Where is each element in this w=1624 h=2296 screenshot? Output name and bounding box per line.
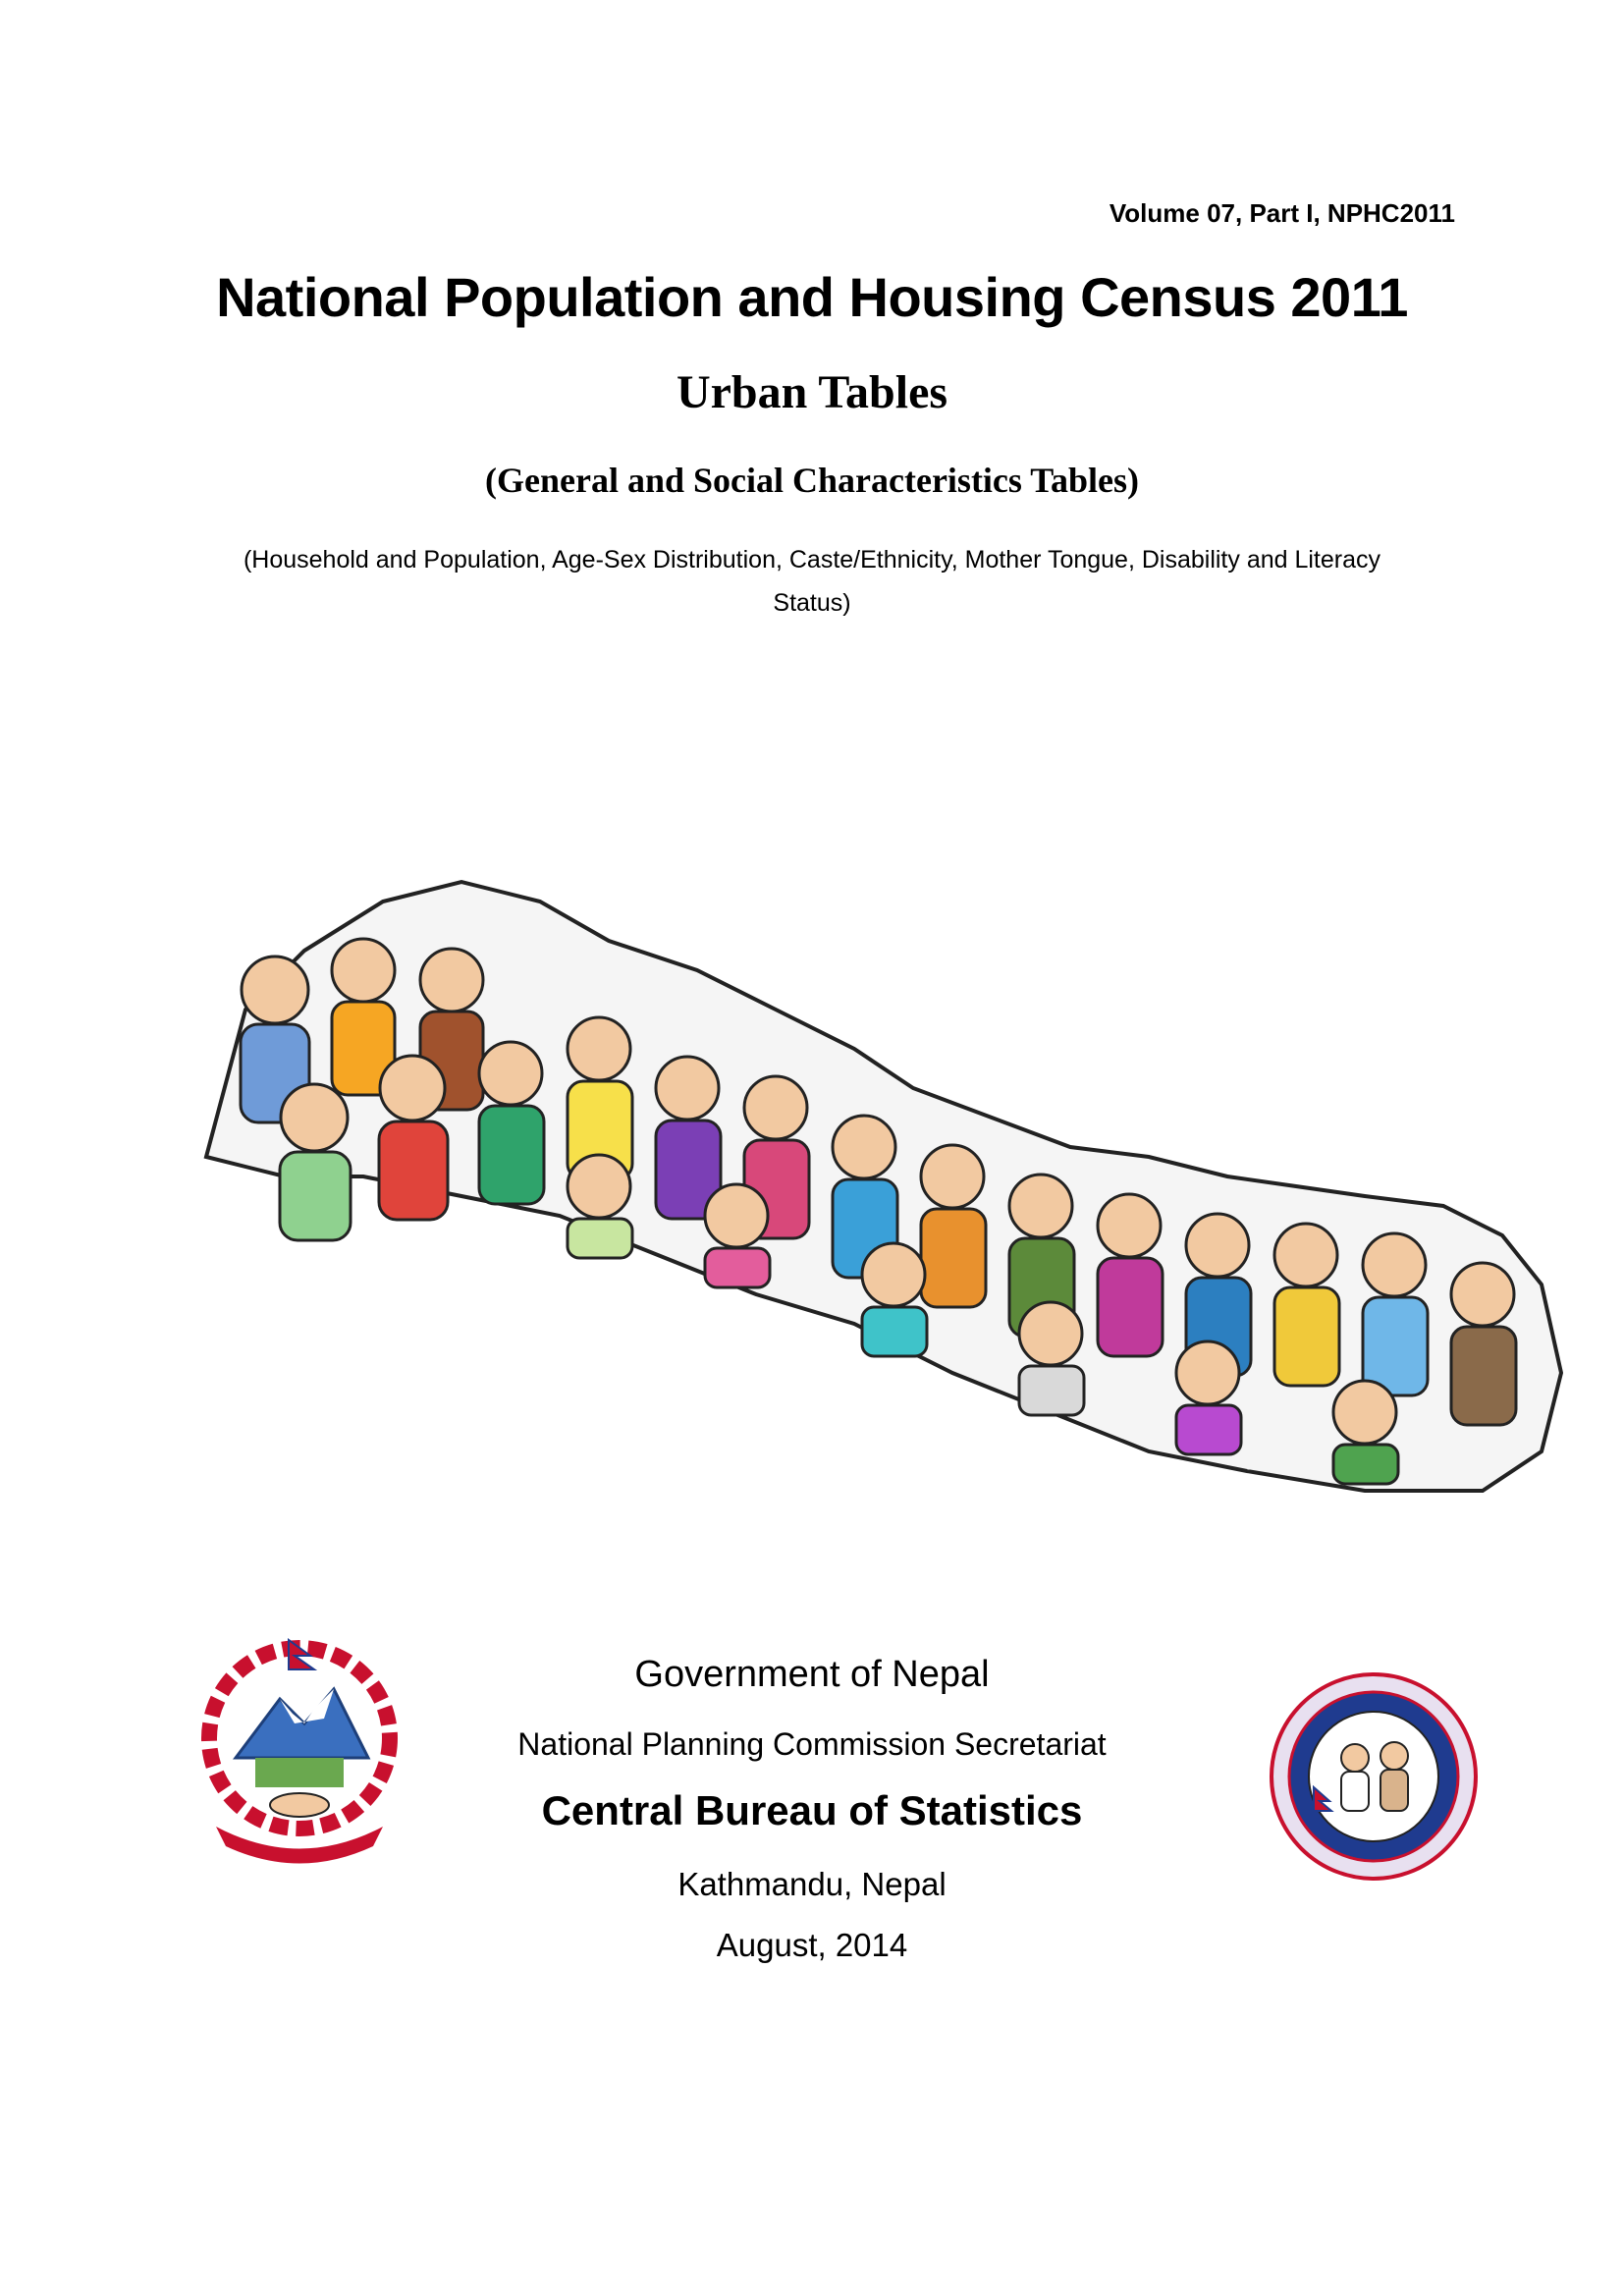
commission-name: National Planning Commission Secretariat — [517, 1726, 1107, 1762]
volume-label: Volume 07, Part I, NPHC2011 — [1109, 198, 1455, 228]
contents-description: (Household and Population, Age-Sex Distribution, Caste/Ethnicity, Mother Tongue, Disability and Literacy Status) — [243, 546, 1381, 617]
government-name: Government of Nepal — [634, 1654, 990, 1695]
publication-location: Kathmandu, Nepal — [677, 1866, 947, 1902]
census-2011-seal — [1267, 1669, 1481, 1884]
cover-illustration — [187, 862, 1571, 1510]
bureau-name: Central Bureau of Statistics — [541, 1787, 1083, 1833]
document-subtitle: Urban Tables — [676, 366, 948, 418]
publication-date: August, 2014 — [716, 1927, 908, 1963]
document-subtitle-secondary: (General and Social Characteristics Tables) — [485, 461, 1139, 500]
document-title: National Population and Housing Census 2011 — [216, 266, 1408, 328]
